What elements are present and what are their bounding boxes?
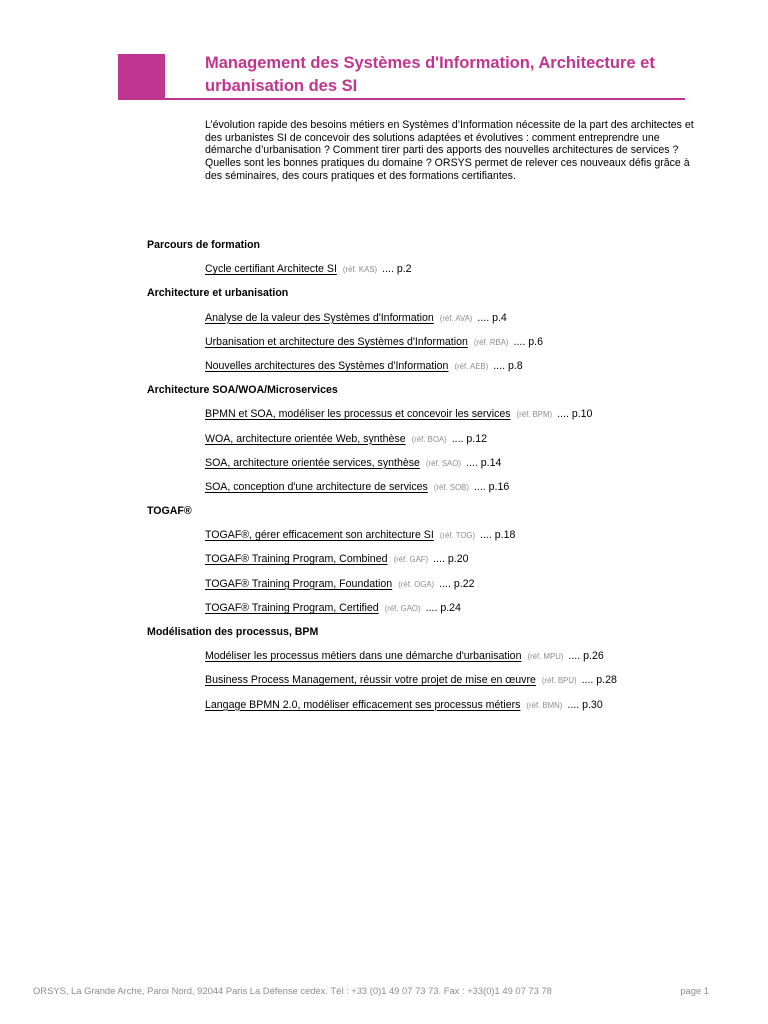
course-page-ref: .... p.14 bbox=[466, 456, 502, 469]
course-ref: (réf. MPU) bbox=[527, 652, 564, 662]
course-entry bbox=[147, 697, 737, 721]
course-entry bbox=[147, 527, 737, 551]
page-number: page 1 bbox=[680, 985, 709, 996]
course-link[interactable]: TOGAF® Training Program, Foundation bbox=[205, 577, 393, 590]
course-page-ref: .... p.8 bbox=[493, 359, 523, 372]
course-ref: (réf. RBA) bbox=[473, 337, 509, 347]
course-entry bbox=[147, 600, 737, 624]
section-heading: Architecture SOA/WOA/Microservices bbox=[147, 384, 338, 397]
course-page-ref: .... p.26 bbox=[568, 650, 604, 663]
course-page-ref: .... p.20 bbox=[433, 553, 469, 566]
course-entry bbox=[147, 551, 737, 575]
course-ref: (réf. SOB) bbox=[433, 482, 469, 492]
course-page-ref: .... p.2 bbox=[382, 263, 412, 276]
section-heading: Parcours de formation bbox=[147, 239, 261, 251]
intro-paragraph: L’évolution rapide des besoins métiers en Systèmes d’Information nécessite de la part des architectes et des urbanistes SI de concevoir des solutions adaptées et évolutives : comment entreprendre une démarche d’urbanisation ? Comment tirer parti des apports des nouvelles architectures de services ? Quelles sont les bonnes pratiques du domaine ? ORSYS permet de relever ces nouveaux défis grâce à des séminaires, des cours pratiques et des formations certifiantes. bbox=[205, 119, 694, 182]
course-entry bbox=[147, 261, 737, 285]
course-ref: (réf. OGA) bbox=[398, 579, 435, 589]
course-ref: (réf. BMN) bbox=[526, 700, 563, 710]
course-link[interactable]: SOA, architecture orientée services, synthèse bbox=[205, 456, 420, 469]
course-ref: (réf. TOG) bbox=[439, 531, 476, 541]
course-page-ref: .... p.10 bbox=[557, 408, 593, 421]
title-divider bbox=[118, 98, 685, 100]
course-entry bbox=[147, 406, 737, 430]
course-link[interactable]: Cycle certifiant Architecte SI bbox=[205, 263, 337, 276]
course-link[interactable]: TOGAF® Training Program, Combined bbox=[205, 553, 388, 566]
course-link[interactable]: Urbanisation et architecture des Systèmes d'Information bbox=[205, 335, 468, 348]
course-ref: (réf. AVA) bbox=[439, 313, 473, 323]
section-heading: Architecture et urbanisation bbox=[147, 287, 289, 300]
course-entry bbox=[147, 310, 737, 334]
brand-square bbox=[118, 54, 165, 99]
course-ref: (réf. KAS) bbox=[342, 265, 378, 275]
course-page-ref: .... p.28 bbox=[581, 674, 617, 687]
course-link[interactable]: Langage BPMN 2.0, modéliser efficacement ses processus métiers bbox=[205, 698, 521, 711]
course-page-ref: .... p.4 bbox=[477, 311, 507, 324]
course-entry bbox=[147, 576, 737, 600]
course-ref: (réf. BPM) bbox=[516, 410, 553, 420]
course-page-ref: .... p.16 bbox=[473, 480, 510, 493]
course-ref: (réf. GAF) bbox=[393, 555, 429, 565]
footer-address: ORSYS, La Grande Arche, Paroi Nord, 92044 Paris La Défense cedex. Tél : +33 (0)1 49 07 73 73. Fax : +33(0)1 49 07 73 78 bbox=[33, 985, 552, 996]
course-link[interactable]: TOGAF®, gérer efficacement son architecture SI bbox=[205, 529, 434, 542]
page-title: Management des Systèmes d'Information, Architecture et urbanisation des SI bbox=[205, 54, 655, 95]
course-link[interactable]: BPMN et SOA, modéliser les processus et concevoir les services bbox=[205, 408, 511, 421]
section-heading: Modélisation des processus, BPM bbox=[147, 626, 319, 638]
course-page-ref: .... p.12 bbox=[451, 432, 488, 445]
course-entry bbox=[147, 455, 737, 479]
course-page-ref: .... p.22 bbox=[439, 577, 475, 590]
course-ref: (réf. BOA) bbox=[411, 434, 447, 444]
course-ref: (réf. AEB) bbox=[454, 361, 489, 371]
course-link[interactable]: Analyse de la valeur des Systèmes d'Information bbox=[205, 311, 434, 324]
course-link[interactable]: TOGAF® Training Program, Certified bbox=[205, 601, 379, 614]
course-entry bbox=[147, 334, 737, 358]
course-ref: (réf. SAO) bbox=[425, 458, 462, 468]
course-link[interactable]: SOA, conception d'une architecture de services bbox=[205, 480, 428, 493]
course-page-ref: .... p.30 bbox=[567, 698, 603, 711]
course-link[interactable]: Nouvelles architectures des Systèmes d'Information bbox=[205, 359, 449, 372]
course-link[interactable]: Modéliser les processus métiers dans une démarche d'urbanisation bbox=[205, 650, 522, 663]
course-page-ref: .... p.18 bbox=[480, 529, 516, 542]
course-page-ref: .... p.6 bbox=[513, 335, 543, 348]
course-entry bbox=[147, 479, 737, 503]
course-entry bbox=[147, 358, 737, 382]
course-entry bbox=[147, 648, 737, 672]
course-ref: (réf. BPU) bbox=[541, 676, 577, 686]
course-link[interactable]: Business Process Management, réussir votre projet de mise en œuvre bbox=[205, 674, 536, 687]
course-entry bbox=[147, 672, 737, 696]
course-page-ref: .... p.24 bbox=[425, 601, 461, 614]
course-ref: (réf. GAO) bbox=[384, 603, 421, 613]
section-heading: TOGAF® bbox=[147, 505, 192, 518]
course-link[interactable]: WOA, architecture orientée Web, synthèse bbox=[205, 432, 406, 445]
course-entry bbox=[147, 431, 737, 455]
course-catalog bbox=[147, 237, 737, 721]
